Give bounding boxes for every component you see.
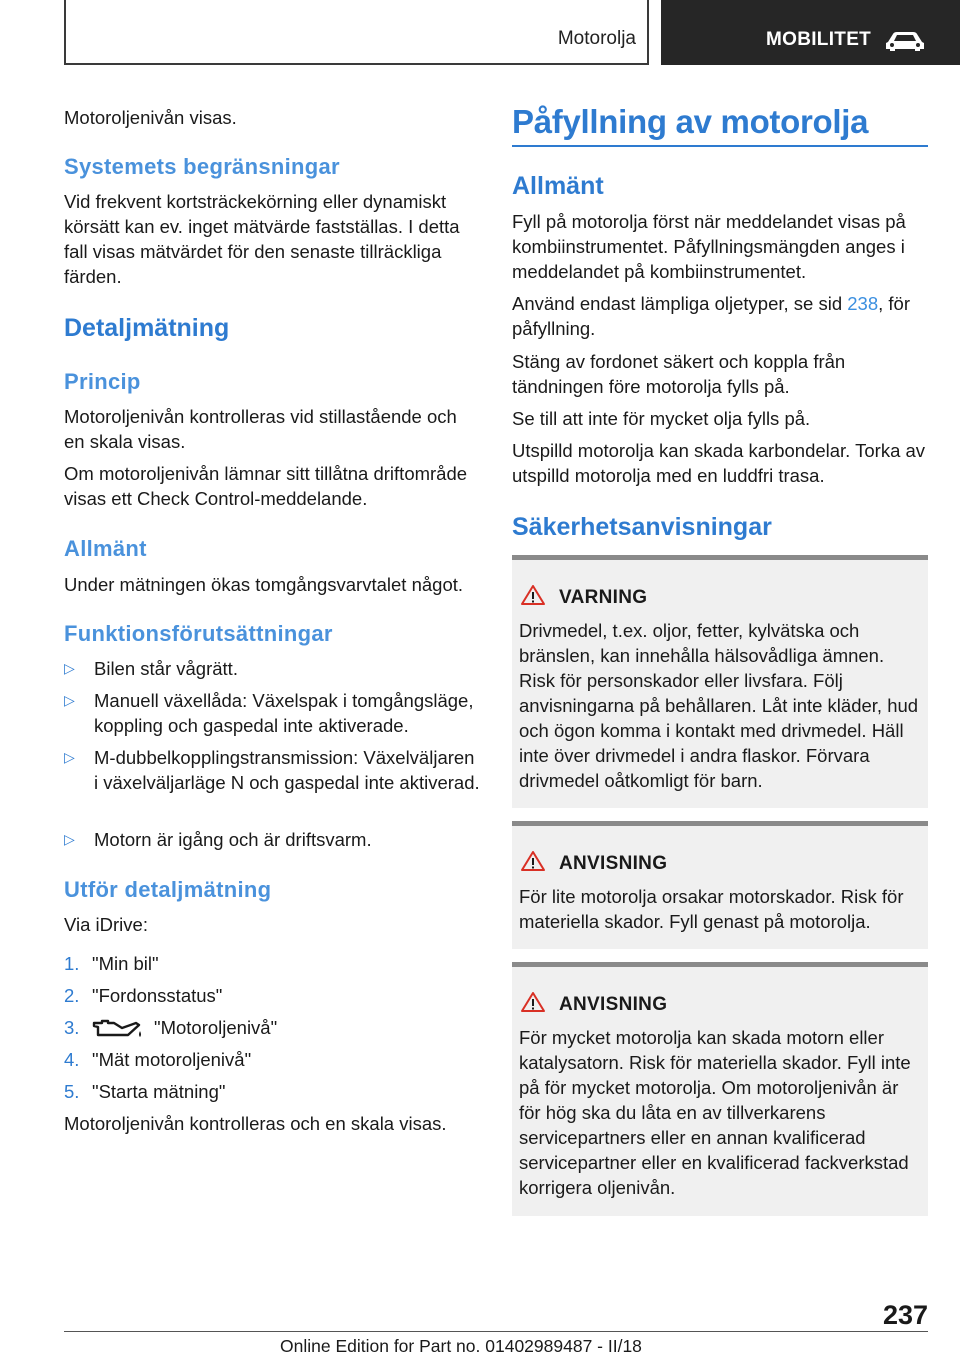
- oil-can-icon: [92, 1017, 146, 1039]
- heading-functional-requirements: Funktionsförutsättningar: [64, 621, 333, 646]
- page-number: 237: [882, 1300, 928, 1330]
- bullet-arrow-icon: ▷: [64, 749, 75, 765]
- refill-text-4: Se till att inte för mycket olja fylls på.: [512, 408, 811, 429]
- notice-title: ANVISNING: [559, 994, 668, 1015]
- refill-text-5: Utspilld motorolja kan skada karbondelar. Torka av utspilld motorolja med en luddfri trasa.: [512, 440, 926, 486]
- header-chapter-title: MOBILITET: [766, 29, 872, 50]
- footer-edition: Online Edition for Part no. 01402989487 - II/18: [280, 1336, 642, 1356]
- warning-triangle-icon: [520, 850, 546, 872]
- principle-text-2: Om motoroljenivån lämnar sitt tillåtna driftområde visas ett Check Control-meddelande.: [64, 463, 468, 509]
- heading-safety-instructions: Säkerhetsanvisningar: [512, 513, 772, 541]
- notice-box: [512, 821, 928, 949]
- refill-text-1: Fyll på motorolja först när meddelandet visas på kombiinstrumentet. Påfyllningsmängden anges i meddelandet på kombiinstrumentet.: [512, 211, 906, 282]
- limits-text: Vid frekvent kortsträckekörning eller dynamiskt körsätt kan ev. inget mätvärde fastställas. I detta fall visas mätvärdet för den senaste tillräckliga färden.: [64, 191, 460, 287]
- heading-system-limits: Systemets begränsningar: [64, 154, 340, 179]
- via-idrive-text: Via iDrive:: [64, 914, 148, 935]
- end-text: Motoroljenivån kontrolleras och en skala visas.: [64, 1113, 447, 1134]
- refill-text-3: Stäng av fordonet säkert och koppla från tändningen före motorolja fylls på.: [512, 351, 846, 397]
- footer-divider: [64, 1331, 928, 1332]
- notice-title: ANVISNING: [559, 853, 668, 874]
- warning-triangle-icon: [520, 991, 546, 1013]
- general-text-left: Under mätningen ökas tomgångsvarvtalet något.: [64, 574, 464, 595]
- page-link-238[interactable]: 238: [847, 293, 879, 314]
- heading-refill-oil: Påfyllning av motorolja: [512, 103, 869, 140]
- principle-text-1: Motoroljenivån kontrolleras vid stillastående och en skala visas.: [64, 406, 457, 452]
- heading-general-right: Allmänt: [512, 172, 604, 200]
- heading-general-left: Allmänt: [64, 536, 147, 561]
- notice-text: För lite motorolja orsakar motorskador. Risk för materiella skador. Fyll genast på motorolja.: [519, 886, 904, 932]
- warning-box: [512, 555, 928, 808]
- heading-underline: [512, 145, 928, 147]
- notice-text: För mycket motorolja kan skada motorn eller katalysatorn. Risk för materiella skador. Fyll inte på för mycket motorolja. Om motoroljenivån är för hög ska du låta en av tillverkarens servicepartners eller en annan kvalificerad servicepartner eller en kvalificerad fackverkstad korrigera oljenivån.: [519, 1027, 911, 1198]
- warning-text: Drivmedel, t.ex. oljor, fetter, kylvätska och bränslen, kan innehålla hälsovådliga ämnen. Risk för personskador eller livsfara. Följ anvisningarna på behållaren. Låt inte kläder, hud och ögon komma i kontakt med drivmedel. Häll inte över drivmedel i andra flaskor. Förvara drivmedel oåtkomligt för barn.: [519, 620, 919, 791]
- bullet-arrow-icon: ▷: [64, 692, 75, 708]
- heading-detail-measurement: Detaljmätning: [64, 314, 230, 342]
- warning-triangle-icon: [520, 584, 546, 606]
- bullet-arrow-icon: ▷: [64, 831, 75, 847]
- intro-text: Motoroljenivån visas.: [64, 107, 237, 128]
- heading-principle: Princip: [64, 369, 141, 394]
- notice-box: [512, 962, 928, 1216]
- warning-title: VARNING: [559, 587, 648, 608]
- heading-perform-measurement: Utför detaljmätning: [64, 877, 272, 902]
- header-section-title: Motorolja: [557, 28, 636, 49]
- bullet-arrow-icon: ▷: [64, 660, 75, 676]
- refill-text-2: Använd endast lämpliga oljetyper, se sid 238, för påfyllning.: [512, 293, 911, 339]
- car-icon: [884, 30, 926, 52]
